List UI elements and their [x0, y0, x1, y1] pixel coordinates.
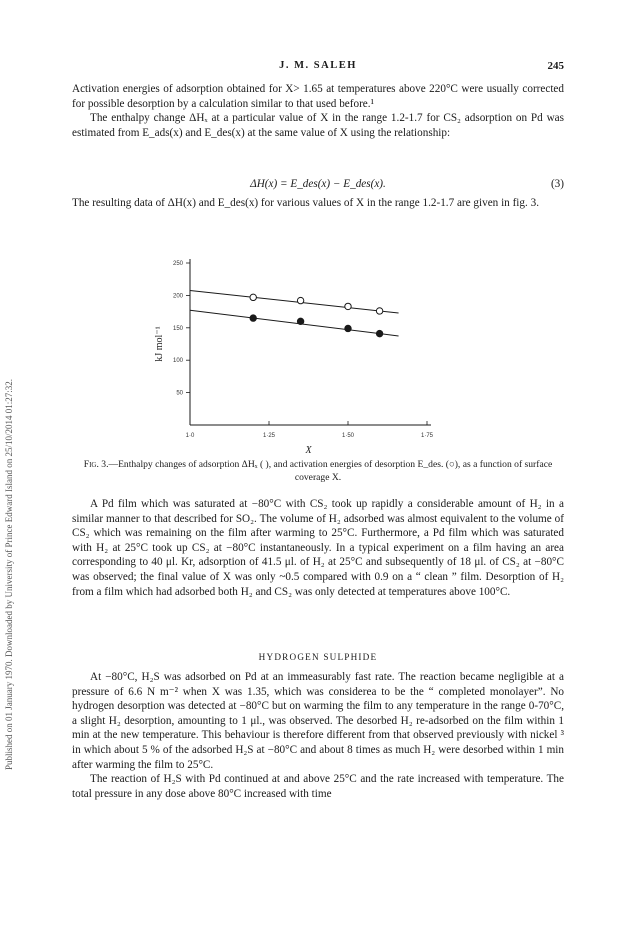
series-1-line	[190, 310, 399, 336]
y-tick-label: 50	[176, 390, 183, 397]
figure-caption	[72, 459, 564, 484]
series-1-point	[345, 325, 351, 331]
paragraph-resulting-data: The resulting data of ΔH(x) and E_des(x) for various values of X in the range 1.2-1.7 are given in fig. 3.	[72, 197, 539, 209]
x-tick-label: 1·75	[420, 433, 434, 439]
section-heading: HYDROGEN SULPHIDE	[258, 652, 378, 662]
running-header	[72, 60, 564, 76]
page-number: 245	[547, 60, 564, 72]
equation-text: ΔH(x) = E_des(x) − E_des(x).	[250, 178, 386, 190]
x-tick-label: 1·25	[262, 433, 276, 439]
paragraph-activation: Activation energies of adsorption obtained for X> 1.65 at temperatures above 220°C were usually corrected for possible desorption by a calculation similar to that used before.¹	[72, 83, 564, 110]
x-axis-label: X	[305, 445, 312, 455]
paragraph-enthalpy: The enthalpy change ΔHₓ at a particular value of X in the range 1.2-1.7 for CS₂ adsorption on Pd was estimated from E_ads(x) and E_des(x) at the same value of X using the relationship:	[72, 112, 564, 139]
paragraph-h2s-reaction: The reaction of H₂S with Pd continued at and above 25°C and the rate increased with temperature. The total pressure in any dose above 80°C increased with time	[72, 773, 564, 800]
enthalpy-chart	[140, 255, 460, 455]
chart-axes	[190, 259, 431, 425]
x-tick-label: 1·50	[341, 433, 355, 439]
y-axis-label: kJ mol⁻¹	[154, 326, 165, 362]
x-ticks	[186, 421, 434, 439]
y-tick-label: 250	[172, 261, 183, 267]
series-0-point	[250, 294, 256, 300]
series-1-point	[297, 318, 303, 324]
download-watermark: Published on 01 January 1970. Downloaded by University of Prince Edward Island on 25/10/2014 01:27:32.	[4, 379, 14, 770]
paragraph-pd-film: A Pd film which was saturated at −80°C with CS₂ took up rapidly a considerable amount of H₂ in a similar manner to that described for SO₂. The volume of H₂ adsorbed was almost equivalent to the volume of CS₂ which was remaining on the film after warming to 25°C. Furthermore, a Pd film which was saturated with H₂ at 25°C took up CS₂ at −80°C instantaneously. In a typical experiment on a film having an area corresponding to 40 μl. Kr, adsorption of 41.5 μl. of H₂ at 25°C and subsequently of 18 μl. of CS₂ at −80°C was observed; the final value of X was only ~0.5 compared with 0.9 on a “ clean ” film. Desorption of H₂ from a film which had adsorbed both H₂ and CS₂ was only detected at temperatures above 100°C.	[72, 498, 564, 598]
post-equation-text	[72, 196, 564, 211]
equation-3	[72, 178, 564, 194]
series-0-line	[190, 291, 399, 313]
figure-3	[140, 255, 460, 455]
chart-series	[190, 291, 399, 337]
header-author: J. M. SALEH	[279, 60, 357, 71]
h2s-text	[72, 670, 564, 801]
equation-number: (3)	[550, 178, 564, 190]
y-tick-label: 200	[172, 293, 183, 300]
caption-label: Fig. 3.	[83, 459, 109, 470]
paragraph-h2s-adsorption: At −80°C, H₂S was adsorbed on Pd at an immeasurably fast rate. The reaction became negligible at a pressure of 6.6 N m⁻² when X was 1.35, which was considerea to be the “ completed monolayer”. No hydrogen desorption was detected at −80°C but on warming the film to any temperature in the range 0-70°C, a slight H₂ desorption, amounting to 1 μl., was observed. The desorbed H₂ re-adsorbed on the film within 1 min at the new temperature. This behaviour is therefore different from that observed previously with nickel ³ in which about 5 % of the adsorbed H₂S at −80°C and about 8 times as much H₂ were desorbed within 1 min after warming the film to 25°C.	[72, 671, 564, 771]
intro-text	[72, 82, 564, 140]
series-0-point	[345, 303, 351, 309]
x-tick-label: 1·0	[185, 433, 195, 439]
y-tick-label: 150	[172, 325, 183, 332]
pd-film-text	[72, 497, 564, 599]
series-0-point	[376, 308, 382, 314]
series-1-point	[250, 315, 256, 321]
series-0-point	[297, 297, 303, 303]
y-tick-label: 100	[172, 358, 183, 365]
caption-text: —Enthalpy changes of adsorption ΔHₓ ( ), and activation energies of desorption E_des. (○), as a function of surface coverage X.	[108, 459, 553, 483]
series-1-point	[376, 330, 382, 336]
y-ticks	[173, 261, 190, 397]
